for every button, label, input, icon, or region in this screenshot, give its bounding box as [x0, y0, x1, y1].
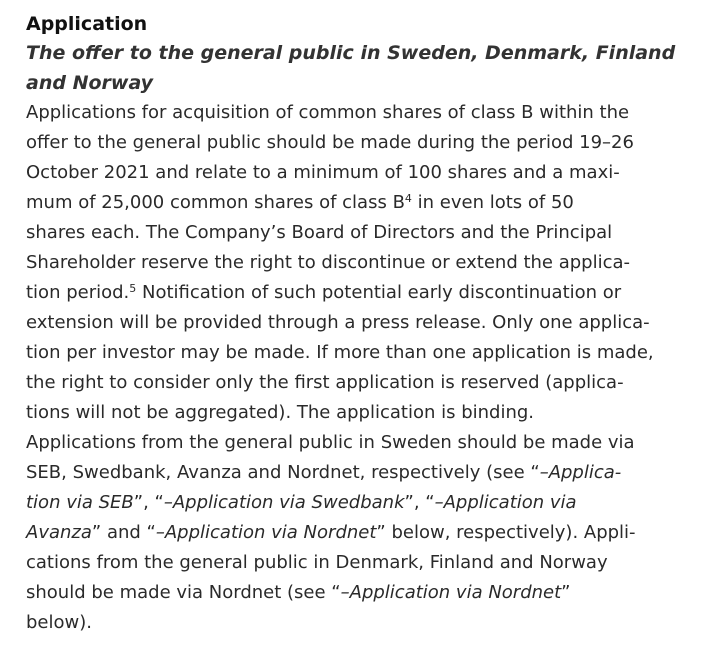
text-segment: in even lots of 50: [411, 192, 574, 213]
cross-reference: –Applica-: [539, 462, 622, 483]
text-line: Applications for acquisition of common shares of class B within the: [26, 102, 630, 123]
text-line: the right to consider only the first application is reserved (applica-: [26, 372, 624, 393]
text-line: below).: [26, 612, 92, 633]
cross-reference: –Application via: [434, 492, 577, 513]
cross-reference: tion via SEB: [26, 492, 134, 513]
text-segment: mum of 25,000 common shares of class B: [26, 192, 405, 213]
footnote-marker-5: 5: [129, 282, 137, 295]
text-segment: ”, “: [404, 492, 435, 513]
cross-reference: –Application via Swedbank: [163, 492, 405, 513]
text-line: tion per investor may be made. If more than one application is made,: [26, 342, 654, 363]
subheading-line: The offer to the general public in Sweden, Denmark, Finland: [26, 42, 676, 64]
text-line: October 2021 and relate to a minimum of 100 shares and a maxi-: [26, 162, 620, 183]
cross-reference: –Application via Nordnet: [155, 522, 377, 543]
section-subheading: [26, 38, 676, 98]
paragraph-application-period: [26, 98, 676, 428]
text-segment: ” below, respectively). Appli-: [376, 522, 636, 543]
text-line: Shareholder reserve the right to discontinue or extend the applica-: [26, 252, 631, 273]
text-line: [26, 488, 676, 518]
footnote-marker-4: 4: [404, 192, 412, 205]
document-page: [26, 10, 676, 638]
text-line: offer to the general public should be made during the period 19–26: [26, 132, 634, 153]
cross-reference: –Application via Nordnet: [340, 582, 562, 603]
section-heading: Application: [26, 13, 148, 35]
text-line: tions will not be aggregated). The application is binding.: [26, 402, 535, 423]
text-line: [26, 578, 676, 608]
text-line: [26, 278, 676, 308]
text-line: shares each. The Company’s Board of Directors and the Principal: [26, 222, 613, 243]
cross-reference: Avanza: [26, 522, 92, 543]
text-segment: ” and “: [91, 522, 156, 543]
text-segment: should be made via Nordnet (see “: [26, 582, 341, 603]
text-line: Applications from the general public in Sweden should be made via: [26, 432, 635, 453]
text-segment: Notification of such potential early discontinuation or: [136, 282, 622, 303]
text-segment: ”, “: [133, 492, 164, 513]
text-line: cations from the general public in Denmark, Finland and Norway: [26, 552, 608, 573]
subheading-line: and Norway: [26, 72, 154, 94]
text-line: [26, 458, 676, 488]
text-segment: SEB, Swedbank, Avanza and Nordnet, respectively (see “: [26, 462, 540, 483]
text-line: extension will be provided through a press release. Only one applica-: [26, 312, 650, 333]
text-line: [26, 518, 676, 548]
text-line: [26, 188, 676, 218]
text-segment: tion period.: [26, 282, 130, 303]
paragraph-application-channels: [26, 428, 676, 638]
text-segment: ”: [561, 582, 571, 603]
